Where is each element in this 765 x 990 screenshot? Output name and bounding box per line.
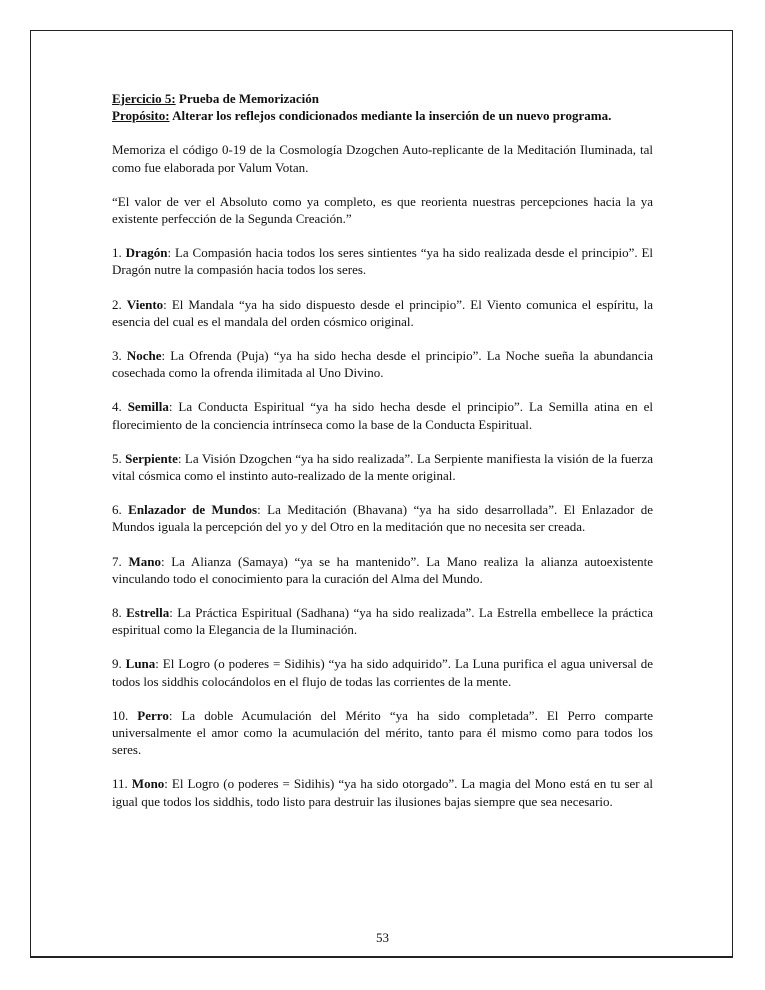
seal-number: 6. xyxy=(112,502,122,518)
intro-paragraph: Memoriza el código 0-19 de la Cosmología Dzogchen Auto-replicante de la Meditación Iluminada, tal como fue elaborada por Valum Votan. xyxy=(112,142,653,175)
seal-name: Noche xyxy=(126,348,162,364)
seal-description: : El Logro (o poderes = Sidihis) “ya ha sido otorgado”. La magia del Mono está en tu ser al igual que todos los siddhis, todo listo para destruir las ilusiones bajas siempre que sea necesario. xyxy=(112,776,653,809)
page-number: 53 xyxy=(376,930,389,945)
seal-number: 5. xyxy=(112,450,122,466)
seal-item xyxy=(112,707,653,759)
purpose-label: Propósito: xyxy=(112,108,170,124)
seal-item xyxy=(112,398,653,432)
seal-item xyxy=(112,553,653,587)
seal-number: 10. xyxy=(112,707,129,723)
seal-description: : La Ofrenda (Puja) “ya ha sido hecha desde el principio”. La Noche sueña la abundancia cosechada como la ofrenda ilimitada al Uno Divino. xyxy=(112,348,654,381)
seal-number: 9. xyxy=(112,656,122,672)
seal-description: : El Logro (o poderes = Sidihis) “ya ha sido adquirido”. La Luna purifica el agua universal de todos los siddhis colocándolos en el flujo de todas las corrientes de la mente. xyxy=(112,656,653,689)
purpose-line xyxy=(112,107,653,124)
seal-item xyxy=(112,450,653,484)
exercise-heading xyxy=(112,90,653,107)
seal-name: Viento xyxy=(126,296,164,312)
seal-item xyxy=(112,244,653,278)
seal-number: 7. xyxy=(112,553,122,569)
seal-name: Luna xyxy=(125,656,156,672)
seal-description: : La Compasión hacia todos los seres sintientes “ya ha sido realizada desde el principio”. El Dragón nutre la compasión hacia todos los seres. xyxy=(112,245,654,278)
seal-name: Semilla xyxy=(127,399,169,415)
seal-description: : La doble Acumulación del Mérito “ya ha sido completada”. El Perro comparte universalmente el amor como la acumulación del mérito, tanto para él mismo como para todos los seres. xyxy=(112,707,654,758)
seal-name: Mono xyxy=(131,776,165,792)
quote-paragraph: “El valor de ver el Absoluto como ya completo, es que reorienta nuestras percepciones hacia la ya existente perfección de la Segunda Creación.” xyxy=(112,193,653,227)
seal-number: 11. xyxy=(112,776,128,792)
purpose-text: Alterar los reflejos condicionados mediante la inserción de un nuevo programa. xyxy=(172,108,612,124)
seal-description: : El Mandala “ya ha sido dispuesto desde el principio”. El Viento comunica el espíritu, la esencia del cual es el mandala del orden cósmico original. xyxy=(112,296,653,329)
seal-item xyxy=(112,501,653,535)
exercise-label: Ejercicio 5: xyxy=(112,91,176,106)
seal-number: 8. xyxy=(112,605,122,621)
exercise-title: Prueba de Memorización xyxy=(178,91,319,106)
seal-item xyxy=(112,775,653,809)
seal-item xyxy=(112,347,653,381)
seal-list xyxy=(112,244,653,810)
seal-name: Mano xyxy=(128,553,161,569)
seal-description: : La Alianza (Samaya) “ya se ha mantenido”. La Mano realiza la alianza autoexistente vinculando todo el conocimiento para la curación del Alma del Mundo. xyxy=(112,553,654,586)
seal-description: : La Conducta Espiritual “ya ha sido hecha desde el principio”. La Semilla atina en el florecimiento de la conciencia intrínseca como la base de la Conducta Espiritual. xyxy=(112,399,654,432)
seal-description: : La Práctica Espiritual (Sadhana) “ya ha sido realizada”. La Estrella embellece la práctica espiritual como la Elegancia de la Iluminación. xyxy=(112,605,653,638)
seal-name: Enlazador de Mundos xyxy=(128,502,258,518)
seal-item xyxy=(112,296,653,330)
page-content xyxy=(112,90,653,810)
seal-number: 4. xyxy=(112,399,122,415)
seal-name: Serpiente xyxy=(125,450,178,466)
seal-item xyxy=(112,655,653,689)
seal-name: Perro xyxy=(137,707,169,723)
seal-item xyxy=(112,604,653,638)
seal-description: : La Visión Dzogchen “ya ha sido realizada”. La Serpiente manifiesta la visión de la fuerza vital cósmica como el instinto auto-realizado de la mente original. xyxy=(112,450,653,484)
seal-number: 1. xyxy=(112,245,122,261)
seal-name: Estrella xyxy=(126,605,170,621)
seal-description: : La Meditación (Bhavana) “ya ha sido desarrollada”. El Enlazador de Mundos iguala la percepción del yo y del Otro en la meditación que no necesita ser creada. xyxy=(112,502,654,535)
seal-number: 3. xyxy=(112,348,122,364)
seal-name: Dragón xyxy=(125,245,168,261)
seal-number: 2. xyxy=(112,296,122,312)
